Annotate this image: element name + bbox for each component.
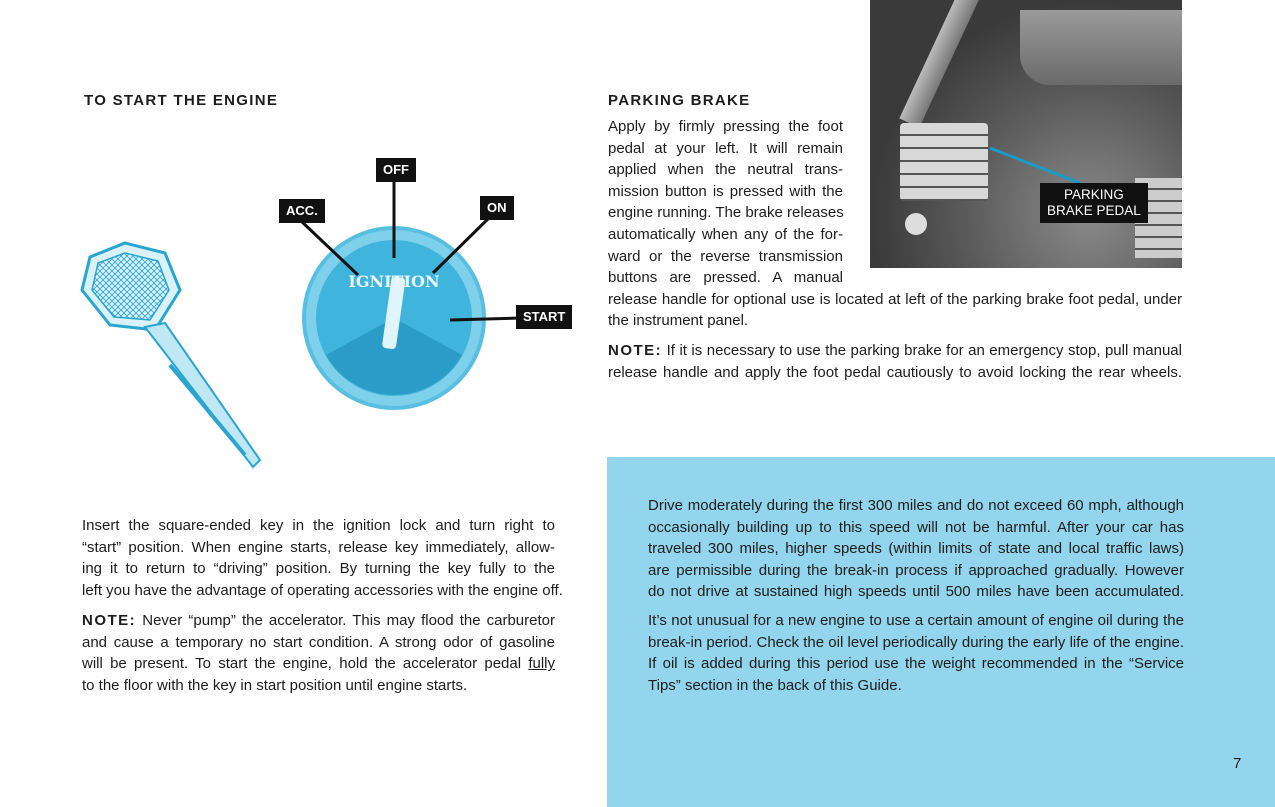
page-number: 7 (1233, 755, 1242, 772)
text-line: release handle for optional use is located at left of the parking brake foot pedal, under (608, 290, 1182, 308)
text-line: Insert the square-ended key in the ignition lock and turn right to (82, 517, 555, 534)
text-line: Drive moderately during the first 300 miles and do not exceed 60 mph, although (648, 497, 1184, 514)
ignition-label-start: START (516, 305, 572, 329)
text-line: traveled 300 miles, higher speeds (within limits of state and local traffic laws) (648, 540, 1184, 558)
note-label: NOTE: (608, 342, 663, 359)
text-line: break-in period. Check the oil level periodically during the early life of the engine. (648, 633, 1184, 651)
start-instructions (82, 515, 563, 601)
text-line: occasionally building up to this speed will not be harmful. After your car has (648, 518, 1184, 536)
text-line: buttons are pressed. A manual (608, 269, 843, 287)
text-line: automatically when any of the for- (608, 225, 843, 243)
break-in-box (607, 457, 1275, 807)
text-line: engine running. The brake releases (608, 204, 844, 222)
break-in-paragraph-1 (648, 495, 1184, 603)
ignition-label-acc: ACC. (279, 199, 325, 223)
break-in-paragraph-2 (648, 610, 1184, 696)
text-line: pedal at your left. It will remain (608, 139, 843, 157)
key-blade-icon (145, 323, 260, 467)
text-line: left you have the advantage of operating accessories with the engine off. (82, 581, 563, 599)
parking-brake-heading: PARKING BRAKE (608, 92, 751, 109)
ignition-label-off: OFF (376, 158, 416, 182)
text-line: Tips” section in the back of this Guide. (648, 676, 902, 694)
key-head-icon (82, 243, 180, 330)
photo-label-line: PARKING (1064, 187, 1124, 202)
key-illustration (70, 235, 270, 475)
text-line: ing it to return to “driving” position. By turning the key fully to the (82, 560, 555, 578)
dial-text: IGNITION (348, 272, 440, 291)
text-line: to the floor with the key in start position until engine starts. (82, 676, 468, 694)
ignition-label-on: ON (480, 196, 514, 220)
text-line: are permissible during the break-in process if approached gradually. However (648, 561, 1184, 579)
parking-brake-photo (870, 0, 1182, 268)
text-line: “start” position. When engine starts, release key immediately, allow- (82, 538, 555, 556)
start-engine-heading: TO START THE ENGINE (84, 92, 279, 109)
text-line: If it is necessary to use the parking brake for an emergency stop, pull manual (662, 342, 1182, 359)
start-note (82, 610, 555, 696)
text-line: Never “pump” the accelerator. This may flood the carburetor (136, 612, 555, 629)
text-line: do not drive at sustained high speeds until 500 miles have been accumulated. (648, 583, 1184, 601)
text-line: It’s not unusual for a new engine to use a certain amount of engine oil during the (648, 612, 1184, 629)
photo-label-line: BRAKE PEDAL (1047, 203, 1141, 218)
note-label: NOTE: (82, 612, 137, 629)
text-line: ward or the reverse transmission (608, 247, 843, 265)
text-line: release handle and apply the foot pedal cautiously to avoid locking the rear wheels. (608, 363, 1182, 381)
text-line: will be present. To start the engine, hold the accelerator pedal (82, 655, 529, 673)
text-line: the instrument panel. (608, 312, 749, 330)
parking-brake-note (608, 340, 1182, 383)
text-line: Apply by firmly pressing the foot (608, 118, 843, 135)
text-line: and cause a temporary no start condition. A strong odor of gasoline (82, 633, 555, 651)
text-line: If oil is added during this period use the weight recommended in the “Service (648, 655, 1184, 673)
text-line: mission button is pressed with the (608, 182, 843, 200)
underlined-word: fully (528, 655, 555, 673)
photo-label (1040, 183, 1148, 223)
text-line: applied when the neutral trans- (608, 161, 843, 179)
